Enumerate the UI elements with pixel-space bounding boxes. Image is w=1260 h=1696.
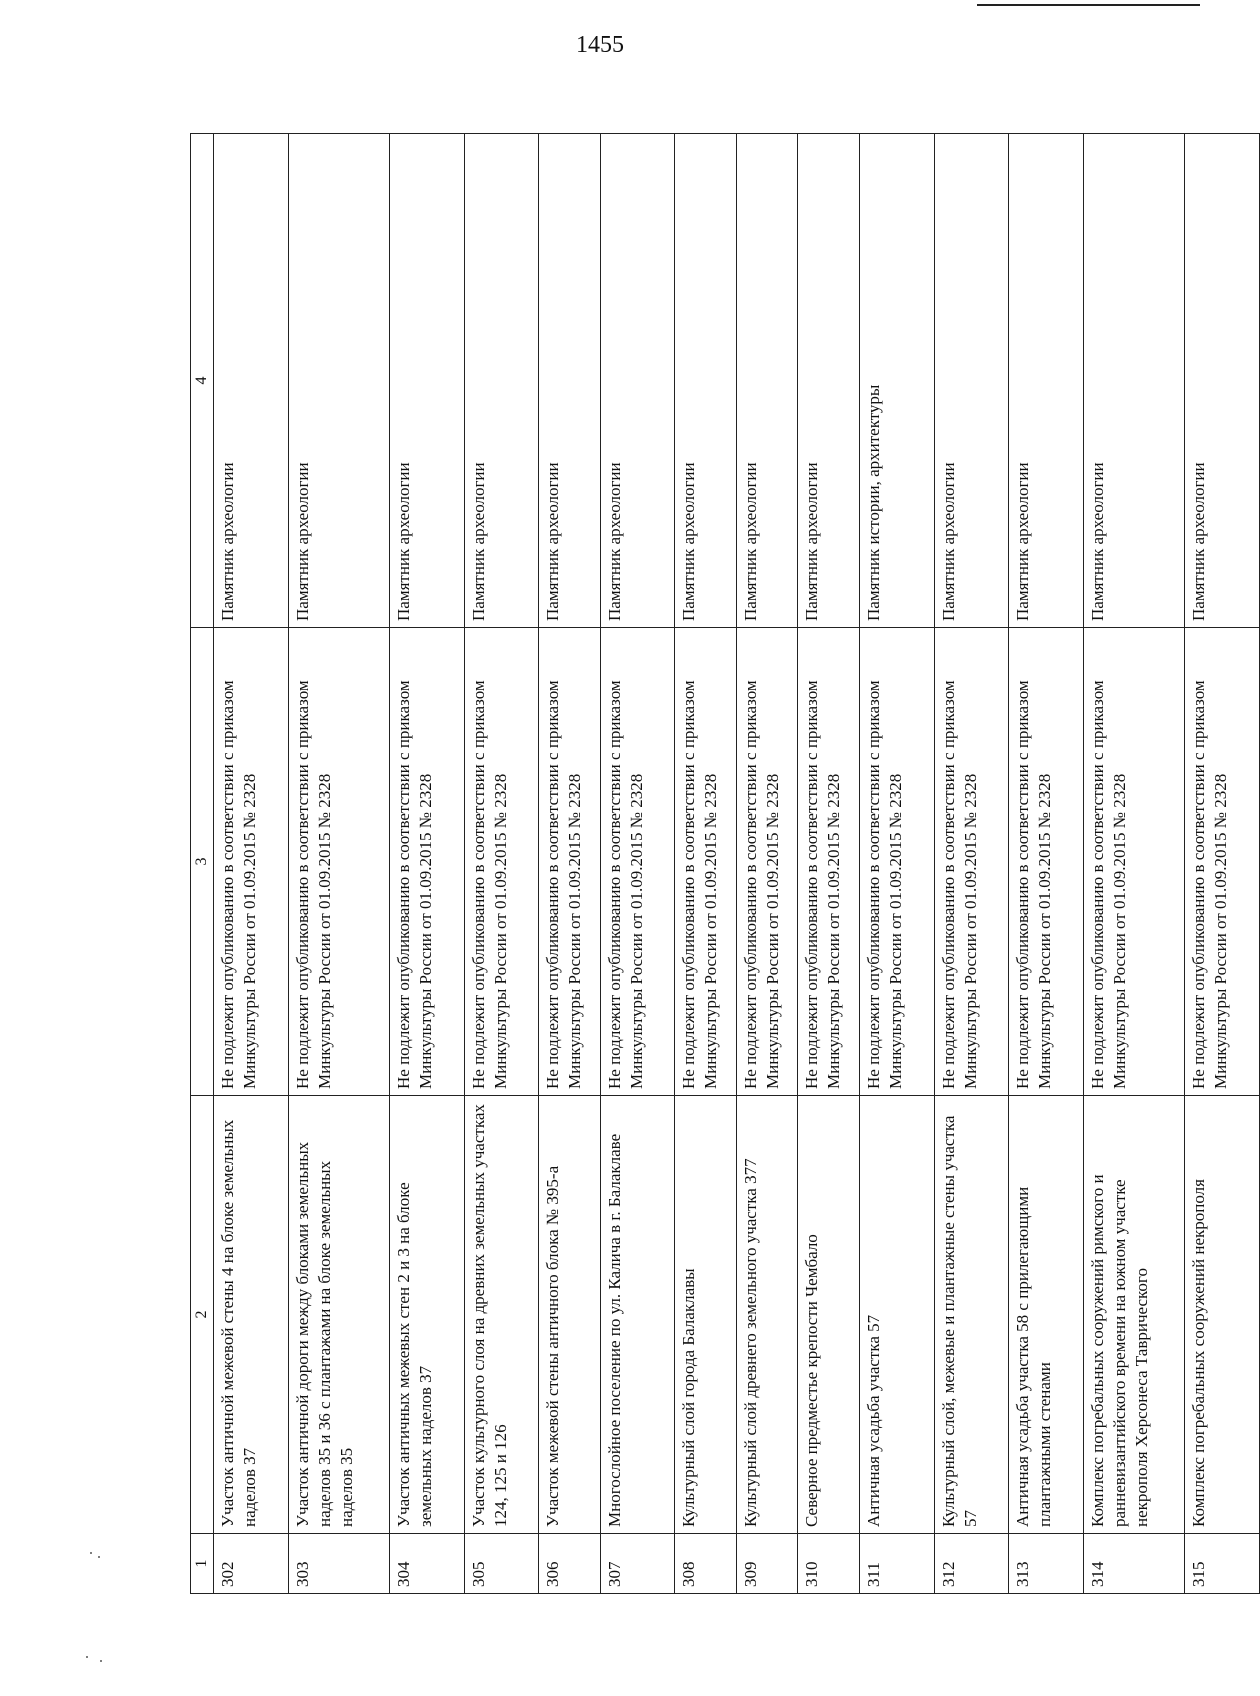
cell-info: Не подлежит опубликованию в соответствии с приказом Минкультуры России от 01.09.2015 № 2328 — [539, 628, 600, 1096]
cell-category: Памятник археологии — [1185, 134, 1260, 628]
column-header-category: 4 — [191, 134, 214, 628]
table-row — [859, 134, 934, 1594]
cell-category: Памятник археологии — [288, 134, 389, 628]
table-header-row — [191, 134, 214, 1594]
cell-number: 312 — [934, 1534, 1009, 1594]
table-row — [288, 134, 389, 1594]
cell-name: Комплекс погребальных сооружений некрополя — [1185, 1096, 1260, 1534]
table-row — [600, 134, 675, 1594]
table-row — [675, 134, 736, 1594]
cell-number: 306 — [539, 1534, 600, 1594]
cell-category: Памятник археологии — [736, 134, 797, 628]
cell-number: 313 — [1009, 1534, 1084, 1594]
column-header-number: 1 — [191, 1534, 214, 1594]
cell-number: 314 — [1083, 1534, 1184, 1594]
cell-info: Не подлежит опубликованию в соответствии с приказом Минкультуры России от 01.09.2015 № 2328 — [736, 628, 797, 1096]
cell-info: Не подлежит опубликованию в соответствии с приказом Минкультуры России от 01.09.2015 № 2328 — [600, 628, 675, 1096]
table-row — [1083, 134, 1184, 1594]
cell-info: Не подлежит опубликованию в соответствии с приказом Минкультуры России от 01.09.2015 № 2328 — [1185, 628, 1260, 1096]
page-number: 1455 — [576, 32, 624, 58]
cell-info: Не подлежит опубликованию в соответствии с приказом Минкультуры России от 01.09.2015 № 2328 — [214, 628, 289, 1096]
cell-name: Античная усадьба участка 58 с прилегающими плантажными стенами — [1009, 1096, 1084, 1534]
cell-name: Участок античной дороги между блоками земельных наделов 35 и 36 с плантажами на блоке земельных наделов 35 — [288, 1096, 389, 1534]
cell-category: Памятник археологии — [214, 134, 289, 628]
cell-number: 305 — [464, 1534, 539, 1594]
cell-category: Памятник археологии — [675, 134, 736, 628]
table-row — [389, 134, 464, 1594]
scan-speck — [90, 1552, 92, 1554]
cell-number: 315 — [1185, 1534, 1260, 1594]
table-row — [1009, 134, 1084, 1594]
heritage-registry-table — [190, 133, 1260, 1594]
cell-name: Комплекс погребальных сооружений римского и ранневизантийского времени на южном участке некрополя Херсонеса Таврического — [1083, 1096, 1184, 1534]
cell-name: Культурный слой, межевые и плантажные стены участка 57 — [934, 1096, 1009, 1534]
cell-name: Культурный слой древнего земельного участка 377 — [736, 1096, 797, 1534]
table-row — [1185, 134, 1260, 1594]
cell-number: 308 — [675, 1534, 736, 1594]
table-row — [539, 134, 600, 1594]
cell-number: 304 — [389, 1534, 464, 1594]
column-header-info: 3 — [191, 628, 214, 1096]
cell-category: Памятник истории, архитектуры — [859, 134, 934, 628]
table-row — [798, 134, 859, 1594]
cell-number: 303 — [288, 1534, 389, 1594]
top-rule — [977, 4, 1200, 6]
column-header-name: 2 — [191, 1096, 214, 1534]
cell-name: Участок культурного слоя на древних земельных участках 124, 125 и 126 — [464, 1096, 539, 1534]
table-row — [934, 134, 1009, 1594]
cell-category: Памятник археологии — [539, 134, 600, 628]
table-row — [464, 134, 539, 1594]
cell-info: Не подлежит опубликованию в соответствии с приказом Минкультуры России от 01.09.2015 № 2328 — [798, 628, 859, 1096]
cell-category: Памятник археологии — [464, 134, 539, 628]
cell-number: 309 — [736, 1534, 797, 1594]
cell-name: Участок античной межевой стены 4 на блоке земельных наделов 37 — [214, 1096, 289, 1534]
cell-name: Северное предместье крепости Чембало — [798, 1096, 859, 1534]
cell-category: Памятник археологии — [389, 134, 464, 628]
cell-category: Памятник археологии — [1083, 134, 1184, 628]
cell-info: Не подлежит опубликованию в соответствии с приказом Минкультуры России от 01.09.2015 № 2328 — [1009, 628, 1084, 1096]
scan-speck — [98, 1556, 100, 1558]
table-row — [214, 134, 289, 1594]
cell-name: Участок античных межевых стен 2 и 3 на блоке земельных наделов 37 — [389, 1096, 464, 1534]
table-row — [736, 134, 797, 1594]
cell-info: Не подлежит опубликованию в соответствии с приказом Минкультуры России от 01.09.2015 № 2328 — [1083, 628, 1184, 1096]
table-body — [214, 134, 1260, 1594]
cell-info: Не подлежит опубликованию в соответствии с приказом Минкультуры России от 01.09.2015 № 2328 — [288, 628, 389, 1096]
cell-category: Памятник археологии — [798, 134, 859, 628]
cell-info: Не подлежит опубликованию в соответствии с приказом Минкультуры России от 01.09.2015 № 2328 — [934, 628, 1009, 1096]
cell-info: Не подлежит опубликованию в соответствии с приказом Минкультуры России от 01.09.2015 № 2328 — [389, 628, 464, 1096]
cell-info: Не подлежит опубликованию в соответствии с приказом Минкультуры России от 01.09.2015 № 2328 — [859, 628, 934, 1096]
cell-category: Памятник археологии — [934, 134, 1009, 628]
cell-info: Не подлежит опубликованию в соответствии с приказом Минкультуры России от 01.09.2015 № 2328 — [464, 628, 539, 1096]
scan-speck — [100, 1660, 102, 1662]
cell-category: Памятник археологии — [600, 134, 675, 628]
cell-name: Культурный слой города Балаклавы — [675, 1096, 736, 1534]
cell-number: 307 — [600, 1534, 675, 1594]
rotated-table-container — [190, 134, 1260, 1594]
cell-name: Участок межевой стены античного блока № 395-а — [539, 1096, 600, 1534]
scan-speck — [86, 1656, 88, 1658]
cell-number: 302 — [214, 1534, 289, 1594]
cell-number: 311 — [859, 1534, 934, 1594]
cell-category: Памятник археологии — [1009, 134, 1084, 628]
cell-number: 310 — [798, 1534, 859, 1594]
cell-name: Многослойное поселение по ул. Калича в г. Балаклаве — [600, 1096, 675, 1534]
cell-name: Античная усадьба участка 57 — [859, 1096, 934, 1534]
cell-info: Не подлежит опубликованию в соответствии с приказом Минкультуры России от 01.09.2015 № 2328 — [675, 628, 736, 1096]
